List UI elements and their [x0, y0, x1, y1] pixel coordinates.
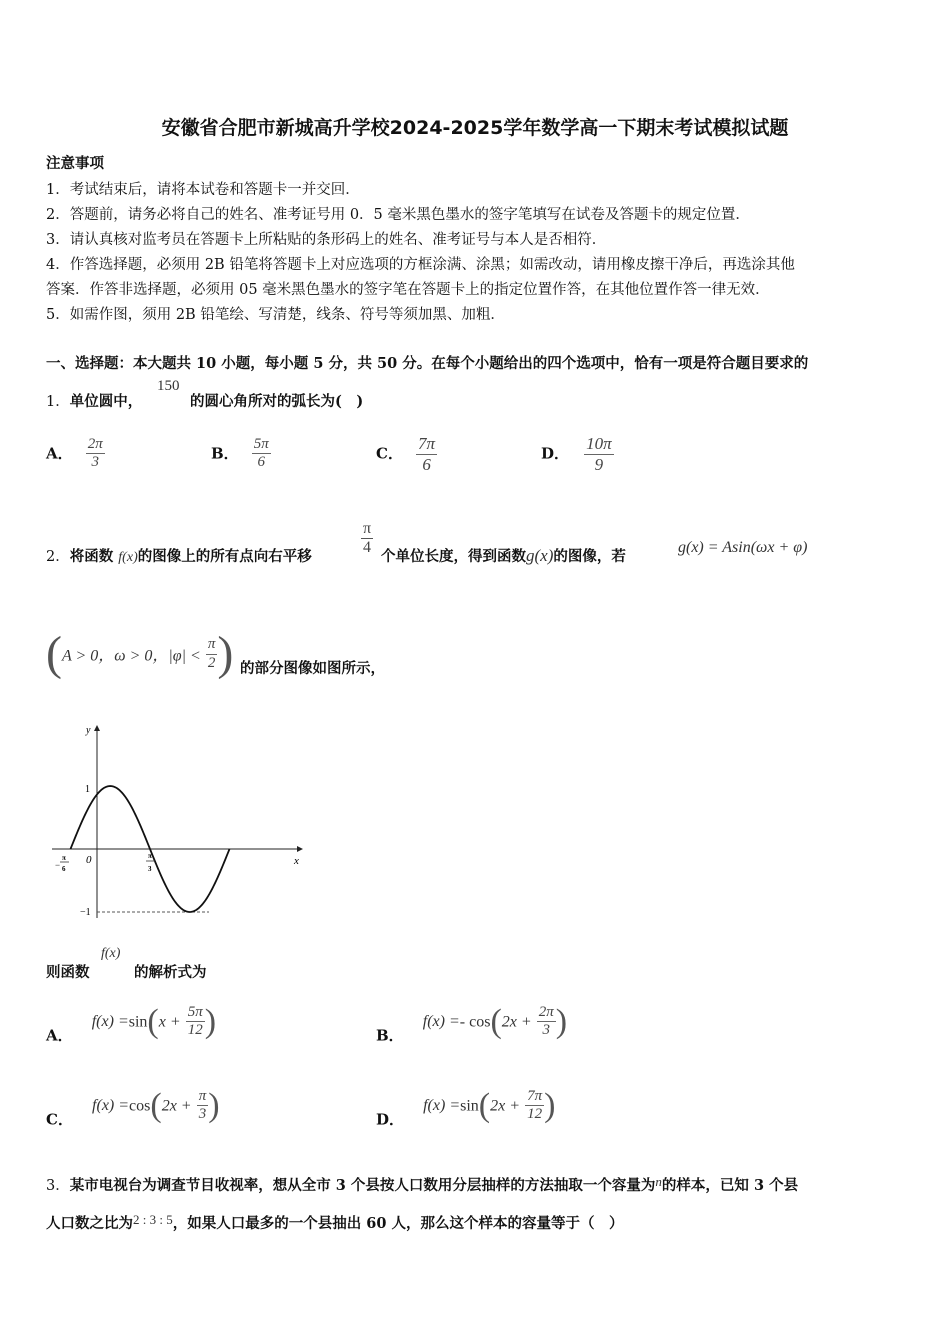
q2-text: 的解析式为	[134, 964, 207, 981]
option-label: A．	[46, 444, 73, 463]
q2-text: 则函数	[46, 964, 90, 981]
x-tick1-den: 6	[62, 865, 66, 873]
notice-item: 2．答题前，请务必将自己的姓名、准考证号用 0．5 毫米黑色墨水的签字笔填写在试卷及答题卡的规定位置．	[46, 207, 750, 223]
q3-n: n	[655, 1174, 662, 1189]
q2-shift-fraction: $\frac{\pi}{4}$	[363, 520, 372, 557]
x-tick-sign: −	[55, 860, 61, 870]
notice-item: 1．考试结束后，请将本试卷和答题卡一并交回．	[46, 182, 360, 198]
option-label: B．	[211, 444, 239, 463]
question-3: 3．某市电视台为调查节目收视率，想从全市 3 个县按人口数用分层抽样的方法抽取一个容量为n的样本，已知 3 个县	[46, 1174, 799, 1194]
x-tick2-den: 3	[148, 865, 152, 873]
notice-item: 5．如需作图，须用 2B 铅笔绘、写清楚，线条、符号等须加黑、加粗．	[46, 307, 505, 323]
sine-graph	[48, 718, 308, 924]
q1-option-d[interactable]	[541, 434, 614, 474]
q2-fx2: f(x)	[101, 946, 121, 961]
y-label: y	[86, 725, 91, 736]
x-label: x	[294, 855, 299, 867]
option-fraction: $\frac{2\pi}{3}$	[87, 436, 103, 471]
origin-label: 0	[86, 854, 92, 866]
notice-item: 3．请认真核对监考员在答题卡上所粘贴的条形码上的姓名、准考证号与本人是否相符．	[46, 232, 607, 248]
q2-text: 个单位长度，得到函数g(x)的图像，若	[381, 546, 626, 565]
q2-option-c[interactable]: C． f(x) =cos(2x + $\frac{\pi}{3}$ )	[46, 1086, 220, 1129]
section-heading: 一、选择题：本大题共 10 小题，每小题 5 分，共 50 分。在每个小题给出的四个选项中，恰有一项是符合题目要求的	[46, 355, 809, 372]
q2-option-d[interactable]: D． f(x) =sin(2x + $\frac{7\pi}{12}$ )	[376, 1086, 556, 1129]
x-tick2-num: π	[148, 852, 152, 860]
option-fraction: $\frac{7\pi}{6}$	[418, 434, 436, 474]
question-1	[46, 390, 142, 411]
q2-cond: A > 0，ω > 0，|φ| <	[61, 647, 201, 665]
question-2	[46, 545, 312, 566]
q2-fx: f(x)	[118, 550, 138, 565]
q2-gdef: g(x) = Asin(ωx + φ)	[678, 539, 808, 556]
y-max-label: 1	[85, 784, 90, 795]
page-title: 安徽省合肥市新城高升学校2024-2025学年数学高一下期末考试模拟试题	[161, 117, 789, 139]
q2-text: 的图像上的所有点向右平移	[137, 548, 312, 565]
notice-item: 4．作答选择题，必须用 2B 铅笔将答题卡上对应选项的方框涂满、涂黑；如需改动，请用橡皮擦干净后，再选涂其他	[46, 257, 795, 273]
q2-conditions: (A > 0，ω > 0，|φ| < $\frac{\pi}{2}$ )	[46, 627, 234, 680]
q2-text: 的部分图像如图所示，	[240, 660, 385, 677]
q3-ratio: 2 : 3 : 5	[133, 1212, 173, 1227]
q2-option-a[interactable]: A． f(x) =sin(x + $\frac{5\pi}{12}$ )	[46, 1002, 217, 1045]
question-number: 3．	[46, 1178, 70, 1194]
q1-option-b[interactable]	[211, 436, 271, 472]
notice-item: 答案．作答非选择题，必须用 05 毫米黑色墨水的签字笔在答题卡上的指定位置作答，在其他位置作答一律无效．	[46, 282, 770, 298]
y-min-label: −1	[80, 907, 91, 918]
option-label: D．	[541, 444, 570, 463]
question-number: 2．	[46, 549, 70, 565]
x-tick1-num: π	[62, 854, 66, 862]
q2-text: 将函数	[69, 548, 114, 565]
q2-option-b[interactable]: B． f(x) =- cos(2x + $\frac{2\pi}{3}$ )	[376, 1002, 568, 1045]
q1-option-a[interactable]	[46, 436, 105, 472]
q1-text-a: 单位圆中，	[69, 393, 143, 410]
q2-gx: g(x)	[526, 546, 554, 565]
option-label: C．	[376, 444, 403, 463]
option-fraction: $\frac{10\pi}{9}$	[586, 434, 612, 474]
q3-line2: 人口数之比为2 : 3 : 5，如果人口最多的一个县抽出 60 人，那么这个样本的容量等于（ ）	[46, 1212, 624, 1232]
q1-text-b: 的圆心角所对的弧长为( )	[190, 393, 364, 410]
q1-angle: 150	[157, 378, 180, 394]
q1-option-c[interactable]	[376, 434, 437, 474]
question-number: 1．	[46, 394, 70, 410]
option-fraction: $\frac{5\pi}{6}$	[253, 436, 269, 471]
notice-heading: 注意事项	[46, 155, 104, 172]
